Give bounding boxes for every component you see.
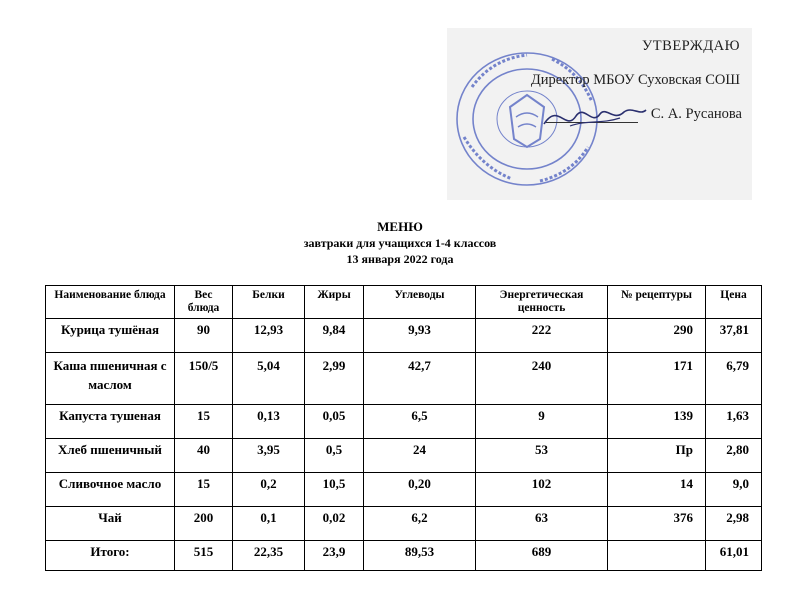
dish-fats: 10,5 — [305, 473, 364, 507]
dish-recipe: 14 — [608, 473, 706, 507]
menu-subtitle: завтраки для учащихся 1-4 классов — [303, 236, 497, 250]
dish-price: 6,79 — [706, 353, 762, 405]
dish-fats: 0,02 — [305, 507, 364, 541]
total-recipe — [608, 541, 706, 571]
table-header-row — [46, 286, 762, 319]
dish-name: Каша пшеничная с маслом — [46, 353, 175, 405]
column-header: Энергетическая ценность — [476, 286, 608, 319]
dish-name: Капуста тушеная — [46, 405, 175, 439]
dish-price: 37,81 — [706, 319, 762, 353]
dish-price: 2,80 — [706, 439, 762, 473]
dish-weight: 90 — [175, 319, 233, 353]
dish-energy: 222 — [476, 319, 608, 353]
menu-table — [45, 285, 762, 571]
total-price: 61,01 — [706, 541, 762, 571]
dish-carbs: 0,20 — [364, 473, 476, 507]
table-row — [46, 405, 762, 439]
dish-proteins: 3,95 — [233, 439, 305, 473]
dish-recipe: 376 — [608, 507, 706, 541]
table-row — [46, 353, 762, 405]
dish-weight: 150/5 — [175, 353, 233, 405]
dish-energy: 53 — [476, 439, 608, 473]
dish-name: Курица тушёная — [46, 319, 175, 353]
menu-date: 13 января 2022 года — [346, 252, 454, 266]
dish-carbs: 6,5 — [364, 405, 476, 439]
column-header: Углеводы — [364, 286, 476, 319]
column-header: Наименование блюда — [46, 286, 175, 319]
dish-carbs: 9,93 — [364, 319, 476, 353]
dish-price: 1,63 — [706, 405, 762, 439]
dish-weight: 200 — [175, 507, 233, 541]
total-weight: 515 — [175, 541, 233, 571]
dish-name: Чай — [46, 507, 175, 541]
column-header: Вес блюда — [175, 286, 233, 319]
dish-proteins: 0,13 — [233, 405, 305, 439]
dish-proteins: 0,1 — [233, 507, 305, 541]
dish-energy: 9 — [476, 405, 608, 439]
dish-carbs: 42,7 — [364, 353, 476, 405]
dish-weight: 15 — [175, 405, 233, 439]
table-row — [46, 507, 762, 541]
dish-carbs: 6,2 — [364, 507, 476, 541]
dish-name: Хлеб пшеничный — [46, 439, 175, 473]
dish-recipe: Пр — [608, 439, 706, 473]
dish-recipe: 171 — [608, 353, 706, 405]
total-fats: 23,9 — [305, 541, 364, 571]
dish-fats: 0,05 — [305, 405, 364, 439]
dish-fats: 9,84 — [305, 319, 364, 353]
approval-post: Директор МБОУ Суховская СОШ — [530, 72, 740, 88]
column-header: Цена — [706, 286, 762, 319]
column-header: Жиры — [305, 286, 364, 319]
table-row — [46, 439, 762, 473]
dish-energy: 63 — [476, 507, 608, 541]
table-row — [46, 319, 762, 353]
dish-recipe: 290 — [608, 319, 706, 353]
total-label: Итого: — [46, 541, 175, 571]
dish-proteins: 0,2 — [233, 473, 305, 507]
dish-name: Сливочное масло — [46, 473, 175, 507]
table-total-row — [46, 541, 762, 571]
dish-carbs: 24 — [364, 439, 476, 473]
dish-weight: 40 — [175, 439, 233, 473]
dish-energy: 240 — [476, 353, 608, 405]
dish-fats: 2,99 — [305, 353, 364, 405]
dish-weight: 15 — [175, 473, 233, 507]
dish-proteins: 12,93 — [233, 319, 305, 353]
menu-title: МЕНЮ — [377, 219, 423, 234]
dish-recipe: 139 — [608, 405, 706, 439]
column-header: № рецептуры — [608, 286, 706, 319]
column-header: Белки — [233, 286, 305, 319]
dish-fats: 0,5 — [305, 439, 364, 473]
total-carbs: 89,53 — [364, 541, 476, 571]
dish-proteins: 5,04 — [233, 353, 305, 405]
total-energy: 689 — [476, 541, 608, 571]
dish-price: 9,0 — [706, 473, 762, 507]
approval-title: УТВЕРЖДАЮ — [642, 38, 740, 54]
dish-energy: 102 — [476, 473, 608, 507]
dish-price: 2,98 — [706, 507, 762, 541]
signature-icon — [540, 98, 650, 134]
menu-heading — [0, 219, 800, 267]
total-proteins: 22,35 — [233, 541, 305, 571]
approval-name: С. А. Русанова — [650, 106, 742, 122]
table-row — [46, 473, 762, 507]
